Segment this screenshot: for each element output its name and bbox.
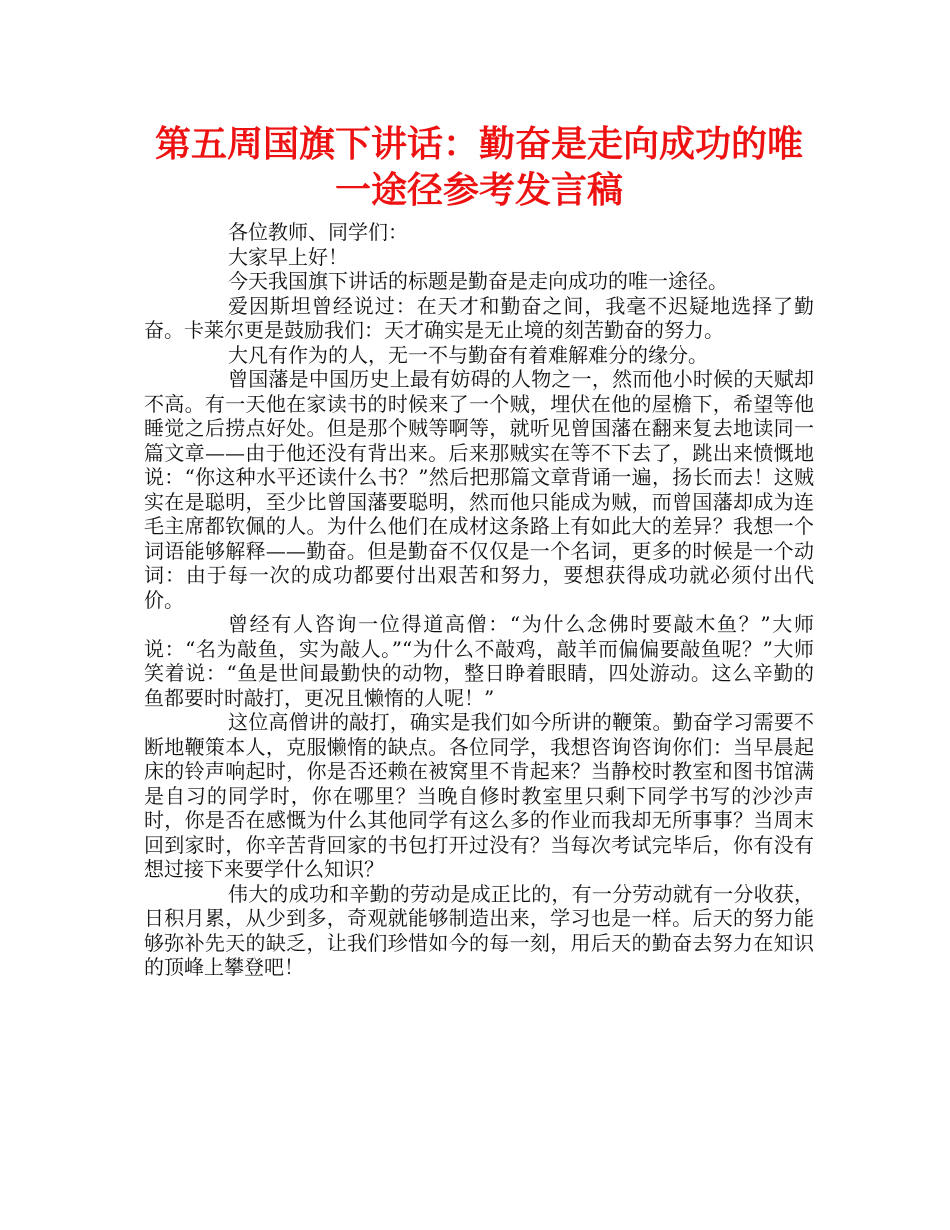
paragraph-salutation: 各位教师、同学们： (228, 220, 408, 244)
paragraph-zeng-guofan-story: 曾国藩是中国历史上最有妨碍的人物之一，然而他小时候的天赋却不高。有一天他在家读书的时候来了一个贼，埋伏在他的屋檐下，希望等他睡觉之后捞点好处。但是那个贼等啊等，就听见曾国藩在翻来复去地读同一篇文章——由于他还没有背出来。后来那贼实在等不下去了，跳出来愤慨地说：“你这种水平还读什么书？”然后把那篇文章背诵一遍，扬长而去！这贼实在是聪明，至少比曾国藩要聪明，然而他只能成为贼，而曾国藩却成为连毛主席都钦佩的人。为什么他们在成材这条路上有如此大的差异？我想一个词语能够解释——勤奋。但是勤奋不仅仅是一个名词，更多的时候是一个动词：由于每一次的成功都要付出艰苦和努力，要想获得成功就必须付出代价。 (144, 367, 814, 612)
paragraph-einstein-quote: 爱因斯坦曾经说过：在天才和勤奋之间，我毫不迟疑地选择了勤奋。卡莱尔更是鼓励我们：天才确实是无止境的刻苦勤奋的努力。 (144, 293, 814, 342)
document-title: 第五周国旗下讲话：勤奋是走向成功的唯一途径参考发言稿 (154, 124, 803, 211)
paragraph-self-discipline: 这位高僧讲的敲打，确实是我们如今所讲的鞭策。勤奋学习需要不断地鞭策本人，克服懒惰的缺点。各位同学，我想咨询咨询你们：当早晨起床的铃声响起时，你是否还赖在被窝里不肯起来？当静校时教室和图书馆满是自习的同学时，你在哪里？当晚自修时教室里只剩下同学书写的沙沙声时，你是否在感慨为什么其他同学有这么多的作业而我却无所事事？当周末回到家时，你辛苦背回家的书包打开过没有？当每次考试完毕后，你有没有想过接下来要学什么知识？ (144, 710, 814, 881)
document-page (144, 122, 814, 980)
document-body (144, 220, 814, 980)
paragraph-achievers: 大凡有作为的人，无一不与勤奋有着难解难分的缘分。 (228, 342, 708, 367)
paragraph-greeting: 大家早上好！ (228, 244, 348, 269)
paragraph-topic: 今天我国旗下讲话的标题是勤奋是走向成功的唯一途径。 (228, 269, 728, 293)
paragraph-conclusion: 伟大的成功和辛勤的劳动是成正比的，有一分劳动就有一分收获，日积月累，从少到多，奇观就能够制造出来，学习也是一样。后天的努力能够弥补先天的缺乏，让我们珍惜如今的每一刻，用后天的勤奋去努力在知识的顶峰上攀登吧！ (144, 881, 814, 979)
paragraph-monk-story: 曾经有人咨询一位得道高僧：“为什么念佛时要敲木鱼？”大师说：“名为敲鱼，实为敲人。”“为什么不敲鸡，敲羊而偏偏要敲鱼呢？”大师笑着说：“鱼是世间最勤快的动物，整日睁着眼睛，四处游动。这么辛勤的鱼都要时时敲打，更况且懒惰的人呢！” (144, 612, 814, 710)
